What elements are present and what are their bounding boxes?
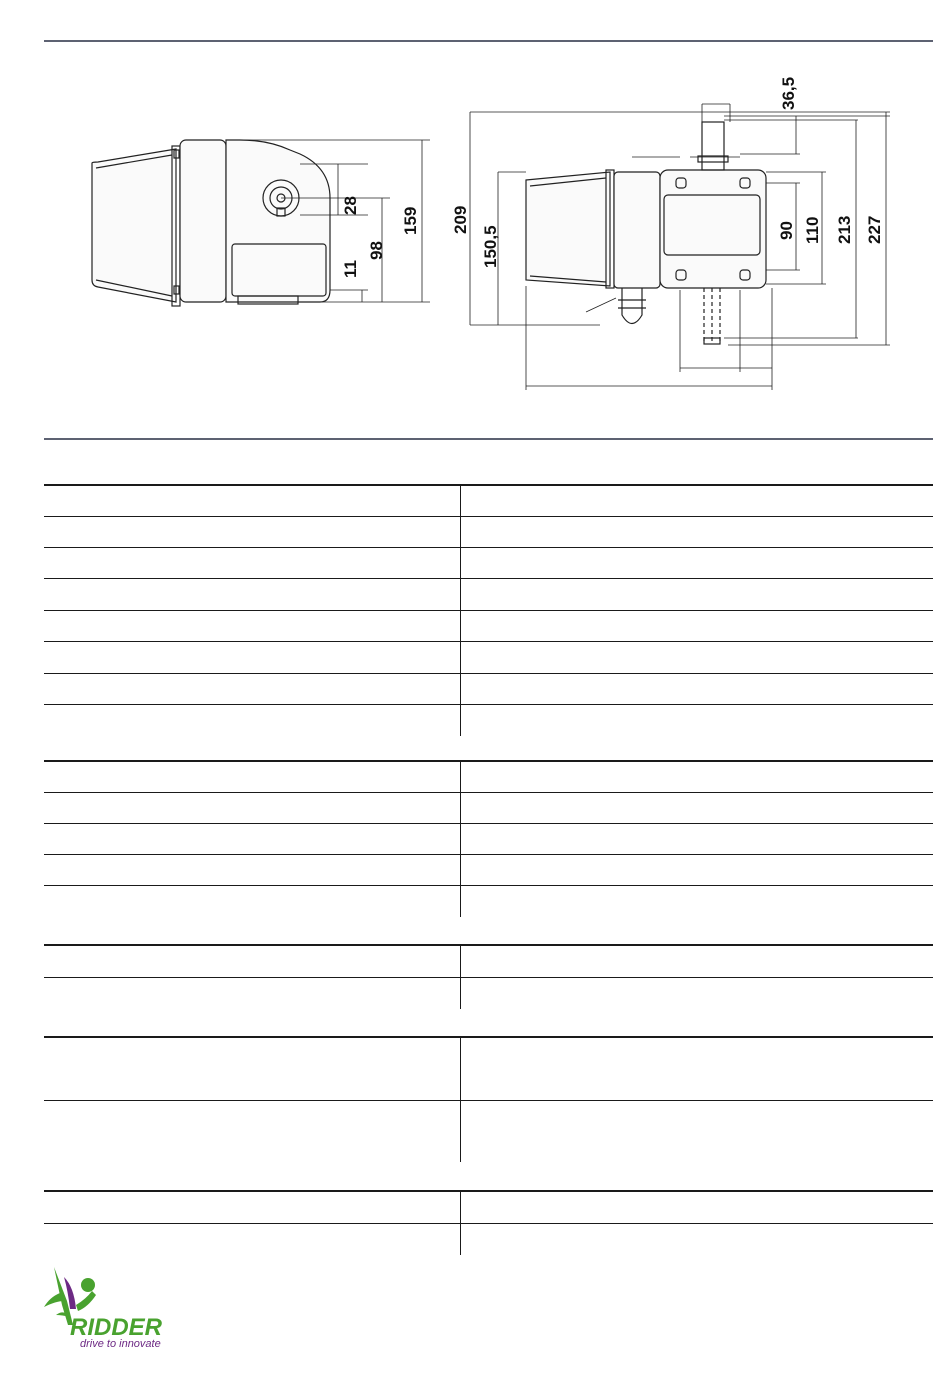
front-view-motor: [526, 122, 766, 344]
logo-tagline: drive to innovate: [80, 1338, 161, 1350]
technical-drawing: [0, 50, 950, 410]
table-row: [44, 1223, 933, 1255]
table-row: [44, 760, 933, 792]
table-row: [44, 944, 933, 977]
dim-label-150-5: 150,5: [481, 225, 500, 268]
dim-label-209: 209: [451, 205, 470, 234]
table-row: [44, 823, 933, 854]
dim-label-98: 98: [367, 241, 386, 260]
dim-label-227: 227: [865, 215, 884, 244]
table-row: [44, 610, 933, 641]
table-row: [44, 1036, 933, 1100]
spec-table-1: [44, 484, 933, 736]
spec-table-3: [44, 944, 933, 1009]
table-row: [44, 1190, 933, 1223]
spec-table-2: [44, 760, 933, 917]
table-row: [44, 1100, 933, 1162]
side-view-motor: [92, 140, 330, 306]
table-row: [44, 547, 933, 578]
section-rule: [44, 438, 933, 440]
table-row: [44, 516, 933, 547]
dim-label-11: 11: [341, 260, 360, 278]
dim-label-36-5: 36,5: [779, 76, 798, 110]
dim-label-110: 110: [803, 216, 822, 244]
table-row: [44, 977, 933, 1009]
table-row: [44, 704, 933, 736]
table-row: [44, 854, 933, 885]
dim-label-90: 90: [777, 221, 796, 240]
ridder-logo: [40, 1265, 190, 1350]
spec-table-4: [44, 1036, 933, 1162]
dim-label-159: 159: [401, 206, 420, 235]
table-row: [44, 673, 933, 704]
dim-label-213: 213: [835, 215, 854, 244]
table-row: [44, 484, 933, 516]
dim-label-28: 28: [341, 196, 360, 215]
table-row: [44, 792, 933, 823]
logo-brand: RIDDER: [70, 1314, 163, 1341]
table-row: [44, 578, 933, 610]
table-row: [44, 641, 933, 673]
spec-table-5: [44, 1190, 933, 1255]
top-rule: [44, 40, 933, 42]
table-row: [44, 885, 933, 917]
